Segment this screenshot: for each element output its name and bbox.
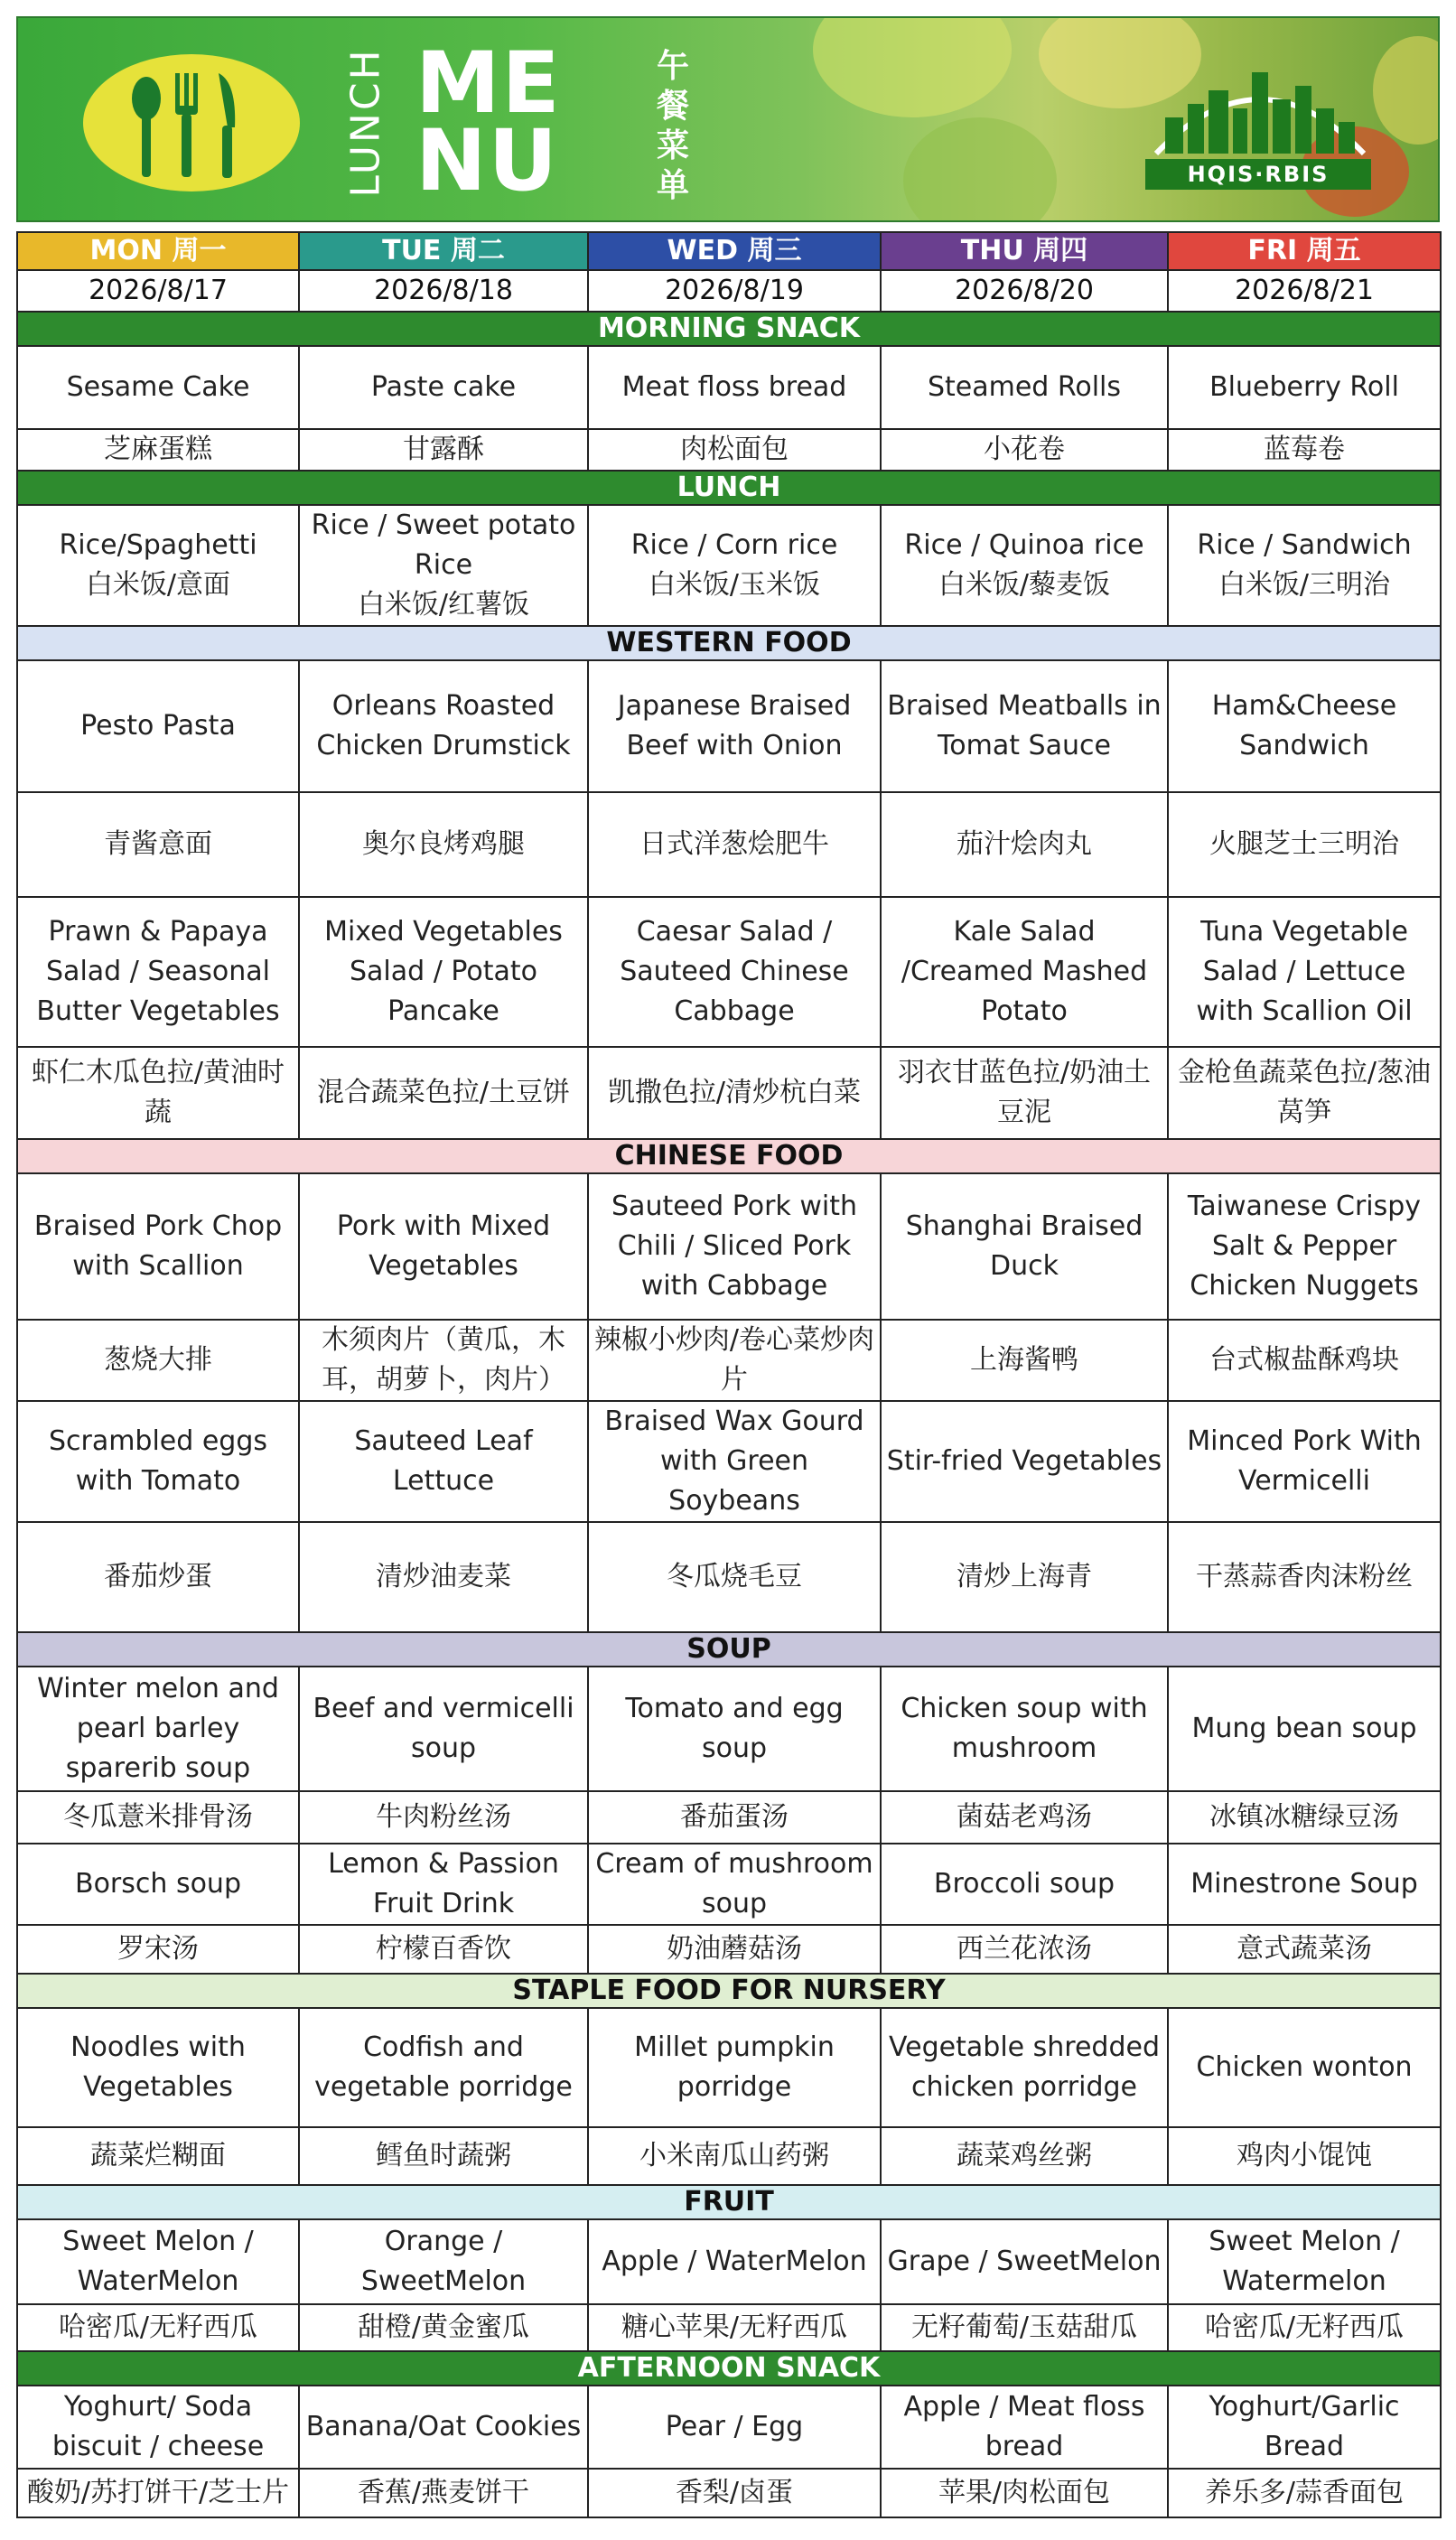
- dish-cell-mon: Prawn & Papaya Salad / Seasonal Butter Vegetables: [17, 897, 299, 1047]
- dish-cell-thu: 清炒上海青: [881, 1522, 1168, 1632]
- dish-cell-tue: 清炒油麦菜: [299, 1522, 588, 1632]
- dish-cell-wed: Braised Wax Gourd with Green Soybeans: [588, 1401, 881, 1522]
- dish-cell-wed: 糖心苹果/无籽西瓜: [588, 2304, 881, 2351]
- dish-cell-mon: Scrambled eggs with Tomato: [17, 1401, 299, 1522]
- dish-cell-fri: Minced Pork With Vermicelli: [1168, 1401, 1441, 1522]
- dish-english-row: [17, 1844, 1441, 1925]
- section-title: WESTERN FOOD: [17, 626, 1441, 660]
- dish-cell-wed: Pear / Egg: [588, 2386, 881, 2469]
- section-title: FRUIT: [17, 2185, 1441, 2219]
- skyline-icon: [1138, 54, 1382, 163]
- dish-english-row: [17, 1401, 1441, 1522]
- dish-cell-tue: 木须肉片（黄瓜，木耳，胡萝卜，肉片）: [299, 1320, 588, 1401]
- section-header-row: [17, 312, 1441, 346]
- dish-cell-mon: 罗宋汤: [17, 1925, 299, 1974]
- dish-english-row: [17, 1173, 1441, 1320]
- dish-chinese-row: [17, 429, 1441, 471]
- dish-cell-thu: Broccoli soup: [881, 1844, 1168, 1925]
- dish-cell-fri: 意式蔬菜汤: [1168, 1925, 1441, 1974]
- dish-cell-thu: 菌菇老鸡汤: [881, 1791, 1168, 1844]
- dish-cell-mon: Noodles with Vegetables: [17, 2008, 299, 2127]
- day-header-wed: WED 周三: [588, 232, 881, 270]
- dish-cell-tue: Mixed Vegetables Salad / Potato Pancake: [299, 897, 588, 1047]
- dish-cell-wed: Tomato and egg soup: [588, 1667, 881, 1791]
- chinese-title: 午 餐 菜 单: [656, 48, 689, 204]
- dish-chinese-row: [17, 1522, 1441, 1632]
- dish-cell-thu: Vegetable shredded chicken porridge: [881, 2008, 1168, 2127]
- section-title: CHINESE FOOD: [17, 1139, 1441, 1173]
- dish-english-row: [17, 897, 1441, 1047]
- header-banner: [16, 16, 1440, 222]
- section-header-row: [17, 1139, 1441, 1173]
- dish-cell-tue: 甘露酥: [299, 429, 588, 471]
- dish-cell-wed: Meat floss bread: [588, 346, 881, 429]
- day-header-thu: THU 周四: [881, 232, 1168, 270]
- dish-cell-thu: 小花卷: [881, 429, 1168, 471]
- dish-cell-thu: Chicken soup with mushroom: [881, 1667, 1168, 1791]
- dish-cell-fri: 哈密瓜/无籽西瓜: [1168, 2304, 1441, 2351]
- dish-cell-wed: Rice / Corn rice 白米饭/玉米饭: [588, 505, 881, 626]
- dish-chinese-row: [17, 2304, 1441, 2351]
- date-wed: 2026/8/19: [588, 270, 881, 312]
- dish-cell-tue: 香蕉/燕麦饼干: [299, 2469, 588, 2517]
- dish-cell-tue: Beef and vermicelli soup: [299, 1667, 588, 1791]
- section-header-row: [17, 1632, 1441, 1667]
- dish-cell-fri: Chicken wonton: [1168, 2008, 1441, 2127]
- dish-cell-mon: 芝麻蛋糕: [17, 429, 299, 471]
- date-thu: 2026/8/20: [881, 270, 1168, 312]
- dish-cell-wed: 番茄蛋汤: [588, 1791, 881, 1844]
- dish-cell-mon: 蔬菜烂糊面: [17, 2127, 299, 2185]
- dish-cell-tue: Orange / SweetMelon: [299, 2219, 588, 2304]
- section-title: AFTERNOON SNACK: [17, 2351, 1441, 2386]
- dish-cell-wed: Sauteed Pork with Chili / Sliced Pork with Cabbage: [588, 1173, 881, 1320]
- dish-cell-thu: Steamed Rolls: [881, 346, 1168, 429]
- dish-cell-thu: 茄汁烩肉丸: [881, 792, 1168, 897]
- dish-cell-tue: 奥尔良烤鸡腿: [299, 792, 588, 897]
- dish-english-row: [17, 660, 1441, 792]
- dish-cell-tue: Pork with Mixed Vegetables: [299, 1173, 588, 1320]
- dish-cell-fri: Rice / Sandwich 白米饭/三明治: [1168, 505, 1441, 626]
- school-name: HQIS·RBIS: [1145, 159, 1371, 190]
- dish-cell-mon: 葱烧大排: [17, 1320, 299, 1401]
- section-header-row: [17, 471, 1441, 505]
- day-header-row: [17, 232, 1441, 270]
- day-header-mon: MON 周一: [17, 232, 299, 270]
- dish-cell-fri: Ham&Cheese Sandwich: [1168, 660, 1441, 792]
- dish-cell-mon: 青酱意面: [17, 792, 299, 897]
- dish-cell-fri: 蓝莓卷: [1168, 429, 1441, 471]
- menu-title: ME NU: [415, 34, 562, 210]
- cutlery-logo: [83, 54, 300, 191]
- day-header-tue: TUE 周二: [299, 232, 588, 270]
- date-tue: 2026/8/18: [299, 270, 588, 312]
- dish-cell-mon: Rice/Spaghetti 白米饭/意面: [17, 505, 299, 626]
- dish-cell-tue: Lemon & Passion Fruit Drink: [299, 1844, 588, 1925]
- dish-cell-fri: 鸡肉小馄饨: [1168, 2127, 1441, 2185]
- section-header-row: [17, 1974, 1441, 2008]
- dish-cell-fri: 冰镇冰糖绿豆汤: [1168, 1791, 1441, 1844]
- dish-cell-thu: Braised Meatballs in Tomat Sauce: [881, 660, 1168, 792]
- dish-chinese-row: [17, 2127, 1441, 2185]
- dish-cell-wed: Millet pumpkin porridge: [588, 2008, 881, 2127]
- section-header-row: [17, 2351, 1441, 2386]
- dish-cell-thu: Grape / SweetMelon: [881, 2219, 1168, 2304]
- dish-cell-mon: 哈密瓜/无籽西瓜: [17, 2304, 299, 2351]
- dish-cell-thu: 无籽葡萄/玉菇甜瓜: [881, 2304, 1168, 2351]
- dish-cell-fri: 养乐多/蒜香面包: [1168, 2469, 1441, 2517]
- dish-cell-fri: Yoghurt/Garlic Bread: [1168, 2386, 1441, 2469]
- dish-cell-mon: 虾仁木瓜色拉/黄油时蔬: [17, 1047, 299, 1139]
- dish-cell-wed: 小米南瓜山药粥: [588, 2127, 881, 2185]
- section-header-row: [17, 626, 1441, 660]
- dish-cell-wed: Apple / WaterMelon: [588, 2219, 881, 2304]
- section-title: MORNING SNACK: [17, 312, 1441, 346]
- section-title: LUNCH: [17, 471, 1441, 505]
- menu-table: [16, 231, 1440, 2518]
- dish-chinese-row: [17, 1925, 1441, 1974]
- date-mon: 2026/8/17: [17, 270, 299, 312]
- dish-english-row: [17, 1667, 1441, 1791]
- dish-cell-wed: 辣椒小炒肉/卷心菜炒肉片: [588, 1320, 881, 1401]
- dish-cell-fri: Blueberry Roll: [1168, 346, 1441, 429]
- dish-cell-thu: 上海酱鸭: [881, 1320, 1168, 1401]
- lunch-vertical-text: LUNCH: [342, 46, 389, 198]
- dish-cell-wed: Caesar Salad / Sauteed Chinese Cabbage: [588, 897, 881, 1047]
- dish-cell-mon: Winter melon and pearl barley sparerib soup: [17, 1667, 299, 1791]
- dish-cell-mon: Sesame Cake: [17, 346, 299, 429]
- dish-cell-thu: Apple / Meat floss bread: [881, 2386, 1168, 2469]
- dish-chinese-row: [17, 792, 1441, 897]
- date-fri: 2026/8/21: [1168, 270, 1441, 312]
- dish-cell-mon: Borsch soup: [17, 1844, 299, 1925]
- dish-cell-fri: 干蒸蒜香肉沫粉丝: [1168, 1522, 1441, 1632]
- cutlery-icon: [110, 64, 273, 182]
- dish-cell-thu: 蔬菜鸡丝粥: [881, 2127, 1168, 2185]
- dish-cell-wed: 肉松面包: [588, 429, 881, 471]
- dish-cell-wed: 凯撒色拉/清炒杭白菜: [588, 1047, 881, 1139]
- dish-cell-wed: 冬瓜烧毛豆: [588, 1522, 881, 1632]
- dish-chinese-row: [17, 2469, 1441, 2517]
- dish-cell-thu: Kale Salad /Creamed Mashed Potato: [881, 897, 1168, 1047]
- dish-cell-thu: Shanghai Braised Duck: [881, 1173, 1168, 1320]
- dish-english-row: [17, 346, 1441, 429]
- dish-cell-tue: 牛肉粉丝汤: [299, 1791, 588, 1844]
- dish-cell-wed: 香梨/卤蛋: [588, 2469, 881, 2517]
- dish-cell-tue: Orleans Roasted Chicken Drumstick: [299, 660, 588, 792]
- dish-chinese-row: [17, 1791, 1441, 1844]
- dish-cell-thu: 羽衣甘蓝色拉/奶油土豆泥: [881, 1047, 1168, 1139]
- dish-cell-tue: Rice / Sweet potato Rice 白米饭/红薯饭: [299, 505, 588, 626]
- dish-cell-wed: 奶油蘑菇汤: [588, 1925, 881, 1974]
- dish-cell-fri: 火腿芝士三明治: [1168, 792, 1441, 897]
- dish-english-row: [17, 2386, 1441, 2469]
- dish-cell-wed: 日式洋葱烩肥牛: [588, 792, 881, 897]
- dish-cell-thu: 苹果/肉松面包: [881, 2469, 1168, 2517]
- dish-cell-fri: Tuna Vegetable Salad / Lettuce with Scallion Oil: [1168, 897, 1441, 1047]
- dish-chinese-row: [17, 1320, 1441, 1401]
- dish-cell-tue: Paste cake: [299, 346, 588, 429]
- section-header-row: [17, 2185, 1441, 2219]
- dish-cell-fri: Mung bean soup: [1168, 1667, 1441, 1791]
- date-row: [17, 270, 1441, 312]
- dish-cell-mon: Braised Pork Chop with Scallion: [17, 1173, 299, 1320]
- dish-cell-wed: Cream of mushroom soup: [588, 1844, 881, 1925]
- dish-cell-tue: 混合蔬菜色拉/土豆饼: [299, 1047, 588, 1139]
- dish-cell-tue: Codfish and vegetable porridge: [299, 2008, 588, 2127]
- dish-cell-mon: 冬瓜薏米排骨汤: [17, 1791, 299, 1844]
- dish-cell-thu: Rice / Quinoa rice 白米饭/藜麦饭: [881, 505, 1168, 626]
- dish-cell-fri: Minestrone Soup: [1168, 1844, 1441, 1925]
- section-title: SOUP: [17, 1632, 1441, 1667]
- dish-cell-mon: 酸奶/苏打饼干/芝士片: [17, 2469, 299, 2517]
- dish-cell-mon: Pesto Pasta: [17, 660, 299, 792]
- dish-cell-fri: Taiwanese Crispy Salt & Pepper Chicken Nuggets: [1168, 1173, 1441, 1320]
- dish-cell-thu: 西兰花浓汤: [881, 1925, 1168, 1974]
- dish-cell-tue: Banana/Oat Cookies: [299, 2386, 588, 2469]
- dish-cell-tue: 柠檬百香饮: [299, 1925, 588, 1974]
- dish-cell-mon: Sweet Melon / WaterMelon: [17, 2219, 299, 2304]
- dish-cell-mon: Yoghurt/ Soda biscuit / cheese: [17, 2386, 299, 2469]
- section-title: STAPLE FOOD FOR NURSERY: [17, 1974, 1441, 2008]
- dish-cell-thu: Stir-fried Vegetables: [881, 1401, 1168, 1522]
- dish-english-row: [17, 2219, 1441, 2304]
- dish-cell-fri: 金枪鱼蔬菜色拉/葱油莴笋: [1168, 1047, 1441, 1139]
- dish-cell-mon: 番茄炒蛋: [17, 1522, 299, 1632]
- dish-cell-tue: 甜橙/黄金蜜瓜: [299, 2304, 588, 2351]
- dish-english-row: [17, 2008, 1441, 2127]
- dish-cell-fri: 台式椒盐酥鸡块: [1168, 1320, 1441, 1401]
- day-header-fri: FRI 周五: [1168, 232, 1441, 270]
- dish-cell-wed: Japanese Braised Beef with Onion: [588, 660, 881, 792]
- dish-cell-fri: Sweet Melon / Watermelon: [1168, 2219, 1441, 2304]
- dish-cell-tue: 鳕鱼时蔬粥: [299, 2127, 588, 2185]
- dish-english-row: [17, 505, 1441, 626]
- dish-chinese-row: [17, 1047, 1441, 1139]
- dish-cell-tue: Sauteed Leaf Lettuce: [299, 1401, 588, 1522]
